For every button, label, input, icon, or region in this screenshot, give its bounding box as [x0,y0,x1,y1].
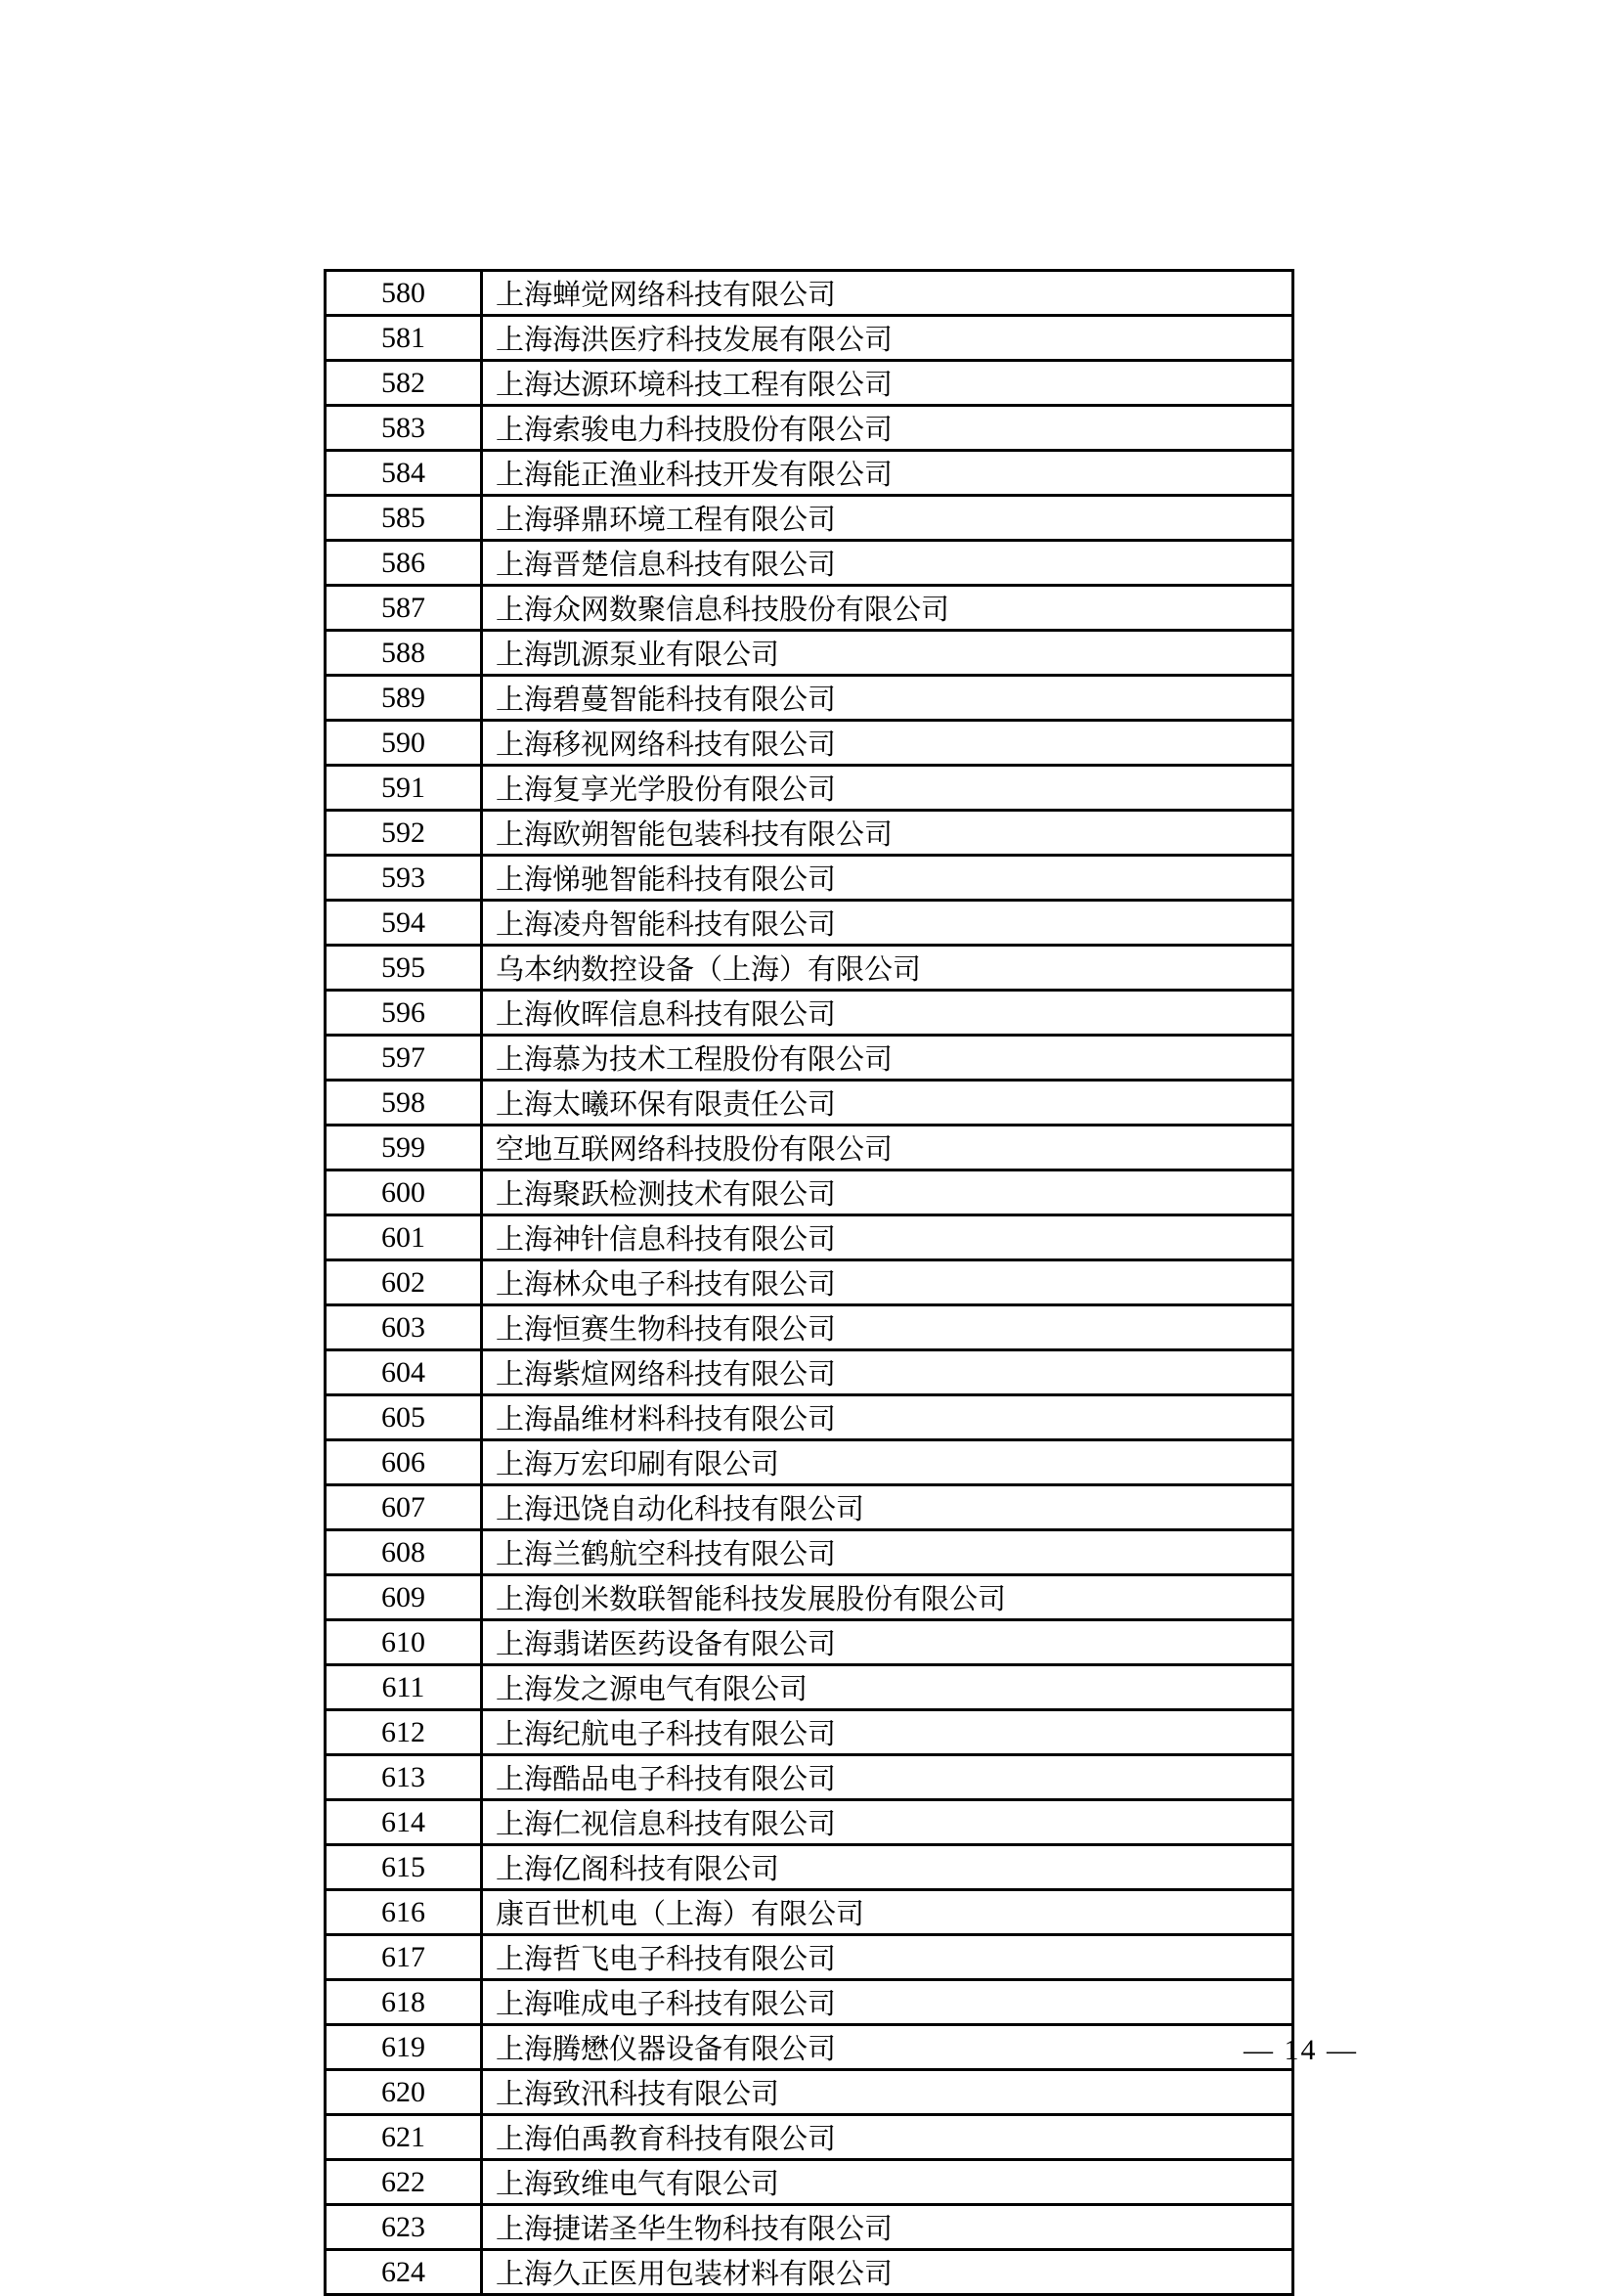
company-name: 上海酷品电子科技有限公司 [482,1755,1293,1800]
company-name: 上海移视网络科技有限公司 [482,721,1293,766]
table-row [326,361,1293,406]
company-name: 上海慕为技术工程股份有限公司 [482,1036,1293,1081]
row-number: 622 [326,2160,482,2205]
table-row [326,1620,1293,1665]
row-number: 592 [326,811,482,856]
company-name: 上海驿鼎环境工程有限公司 [482,496,1293,541]
row-number: 623 [326,2205,482,2250]
company-name: 上海复享光学股份有限公司 [482,766,1293,811]
company-name: 上海致汛科技有限公司 [482,2070,1293,2115]
company-name: 上海捷诺圣华生物科技有限公司 [482,2205,1293,2250]
company-name: 上海晶维材料科技有限公司 [482,1395,1293,1440]
table-row [326,901,1293,946]
table-row [326,1755,1293,1800]
company-name: 上海海洪医疗科技发展有限公司 [482,316,1293,361]
table-row [326,586,1293,631]
table-row [326,1485,1293,1530]
table-row [326,2250,1293,2295]
company-name: 上海唯成电子科技有限公司 [482,1980,1293,2025]
table-row [326,496,1293,541]
company-name: 上海聚跃检测技术有限公司 [482,1170,1293,1215]
row-number: 613 [326,1755,482,1800]
row-number: 601 [326,1215,482,1260]
company-name: 上海达源环境科技工程有限公司 [482,361,1293,406]
company-name: 上海久正医用包装材料有限公司 [482,2250,1293,2295]
company-name: 上海欧朔智能包装科技有限公司 [482,811,1293,856]
row-number: 591 [326,766,482,811]
company-name: 上海攸晖信息科技有限公司 [482,991,1293,1036]
row-number: 605 [326,1395,482,1440]
table-row [326,676,1293,721]
company-name: 上海纪航电子科技有限公司 [482,1710,1293,1755]
table-row [326,1081,1293,1126]
row-number: 606 [326,1440,482,1485]
company-name: 上海迅饶自动化科技有限公司 [482,1485,1293,1530]
table-row [326,271,1293,316]
row-number: 610 [326,1620,482,1665]
table-row [326,451,1293,496]
row-number: 581 [326,316,482,361]
row-number: 582 [326,361,482,406]
table-row [326,1350,1293,1395]
row-number: 583 [326,406,482,451]
company-name: 康百世机电（上海）有限公司 [482,1890,1293,1935]
table-row [326,1980,1293,2025]
company-name: 乌本纳数控设备（上海）有限公司 [482,946,1293,991]
table-row [326,631,1293,676]
row-number: 594 [326,901,482,946]
page-number: — 14 — [1244,2034,1358,2066]
table-row [326,1800,1293,1845]
table-row [326,721,1293,766]
company-name: 上海翡诺医药设备有限公司 [482,1620,1293,1665]
row-number: 609 [326,1575,482,1620]
table-row [326,856,1293,901]
row-number: 590 [326,721,482,766]
row-number: 618 [326,1980,482,2025]
company-name: 上海林众电子科技有限公司 [482,1260,1293,1305]
table-row [326,2205,1293,2250]
company-table-body [326,271,1293,2295]
table-row [326,316,1293,361]
row-number: 624 [326,2250,482,2295]
table-row [326,1890,1293,1935]
company-name: 上海兰鹤航空科技有限公司 [482,1530,1293,1575]
company-name: 上海凌舟智能科技有限公司 [482,901,1293,946]
row-number: 588 [326,631,482,676]
row-number: 593 [326,856,482,901]
table-row [326,1126,1293,1170]
company-name: 上海众网数聚信息科技股份有限公司 [482,586,1293,631]
row-number: 580 [326,271,482,316]
row-number: 603 [326,1305,482,1350]
table-row [326,1845,1293,1890]
company-name: 上海亿阁科技有限公司 [482,1845,1293,1890]
table-row [326,946,1293,991]
row-number: 589 [326,676,482,721]
row-number: 621 [326,2115,482,2160]
company-name: 上海能正渔业科技开发有限公司 [482,451,1293,496]
row-number: 586 [326,541,482,586]
company-name: 上海神针信息科技有限公司 [482,1215,1293,1260]
row-number: 607 [326,1485,482,1530]
table-row [326,1215,1293,1260]
row-number: 596 [326,991,482,1036]
row-number: 608 [326,1530,482,1575]
row-number: 599 [326,1126,482,1170]
table-row [326,1575,1293,1620]
row-number: 604 [326,1350,482,1395]
table-row [326,406,1293,451]
company-name: 上海悌驰智能科技有限公司 [482,856,1293,901]
table-row [326,991,1293,1036]
table-row [326,1395,1293,1440]
row-number: 597 [326,1036,482,1081]
table-row [326,541,1293,586]
table-row [326,1710,1293,1755]
row-number: 584 [326,451,482,496]
row-number: 619 [326,2025,482,2070]
table-row [326,2070,1293,2115]
table-row [326,1260,1293,1305]
company-name: 上海恒赛生物科技有限公司 [482,1305,1293,1350]
company-name: 上海致维电气有限公司 [482,2160,1293,2205]
company-name: 上海凯源泵业有限公司 [482,631,1293,676]
row-number: 585 [326,496,482,541]
table-row [326,766,1293,811]
company-name: 上海发之源电气有限公司 [482,1665,1293,1710]
table-row [326,811,1293,856]
row-number: 620 [326,2070,482,2115]
company-name: 上海哲飞电子科技有限公司 [482,1935,1293,1980]
table-row [326,2160,1293,2205]
company-name: 空地互联网络科技股份有限公司 [482,1126,1293,1170]
company-name: 上海碧蔓智能科技有限公司 [482,676,1293,721]
table-row [326,2115,1293,2160]
row-number: 612 [326,1710,482,1755]
table-row [326,1440,1293,1485]
row-number: 595 [326,946,482,991]
company-name: 上海创米数联智能科技发展股份有限公司 [482,1575,1293,1620]
table-row [326,1305,1293,1350]
row-number: 602 [326,1260,482,1305]
company-name: 上海万宏印刷有限公司 [482,1440,1293,1485]
company-name: 上海伯禹教育科技有限公司 [482,2115,1293,2160]
table-row [326,1170,1293,1215]
row-number: 611 [326,1665,482,1710]
company-name: 上海太曦环保有限责任公司 [482,1081,1293,1126]
table-row [326,1530,1293,1575]
table-row [326,1036,1293,1081]
company-name: 上海腾懋仪器设备有限公司 [482,2025,1293,2070]
company-table [324,269,1294,2296]
company-name: 上海晋楚信息科技有限公司 [482,541,1293,586]
company-name: 上海仁视信息科技有限公司 [482,1800,1293,1845]
company-name: 上海索骏电力科技股份有限公司 [482,406,1293,451]
table-row [326,1935,1293,1980]
row-number: 617 [326,1935,482,1980]
company-name: 上海紫煊网络科技有限公司 [482,1350,1293,1395]
row-number: 598 [326,1081,482,1126]
row-number: 600 [326,1170,482,1215]
table-row [326,2025,1293,2070]
row-number: 614 [326,1800,482,1845]
table-row [326,1665,1293,1710]
row-number: 616 [326,1890,482,1935]
row-number: 587 [326,586,482,631]
company-name: 上海蝉觉网络科技有限公司 [482,271,1293,316]
row-number: 615 [326,1845,482,1890]
